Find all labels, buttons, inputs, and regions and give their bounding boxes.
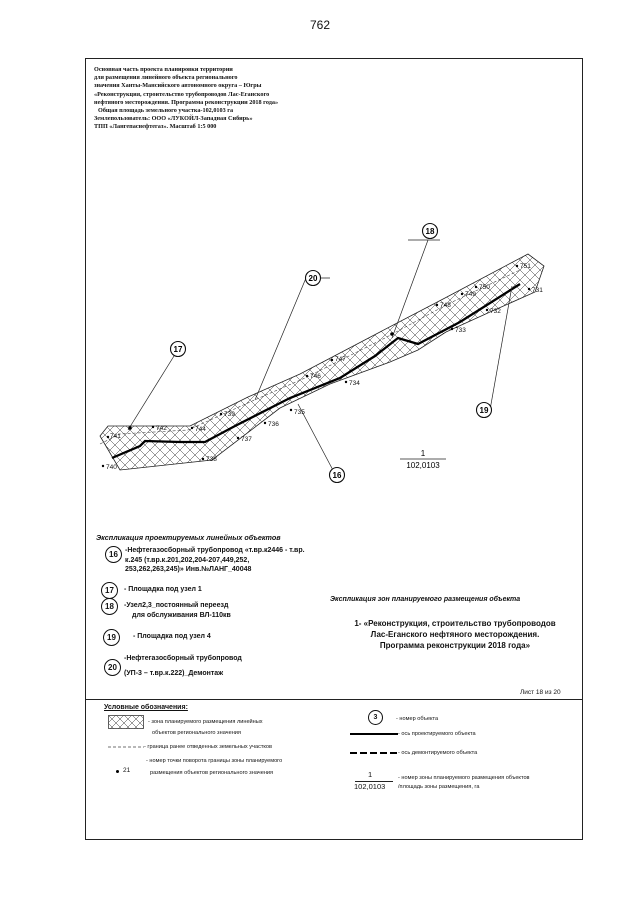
leader-line-17 — [128, 356, 174, 430]
zone-area: 102,0103 — [406, 461, 440, 470]
sheet-number: Лист 18 из 20 — [520, 689, 561, 696]
explication-line: -Нефтегазосборный трубопровод «т.вр.к2446 - т.вр. — [125, 547, 305, 554]
explication-item-19 — [133, 632, 211, 642]
object-marker-19: 19 — [479, 406, 489, 415]
legend-boundary: - граница ранее отведенных земельных участков — [144, 744, 273, 750]
explication-line: к.245 (т.вр.к.201,202,204-207,449,252, — [125, 556, 250, 564]
planned-zone-area — [100, 254, 544, 470]
object-marker-17: 17 — [173, 345, 183, 354]
turn-point-label: 750 — [479, 284, 490, 291]
header-line: нефтяного месторождения. Программа реконструкции 2018 года» — [94, 98, 279, 106]
turn-point-label: 747 — [335, 356, 346, 363]
legend-zone-number-line2: /площадь зоны размещения, га — [398, 784, 480, 790]
turn-point-label: 738 — [206, 456, 217, 463]
explication-item-16 — [125, 546, 305, 575]
explication-number-17: 17 — [101, 582, 118, 599]
turn-point-label: 749 — [465, 291, 476, 298]
legend-zone-number-top: 1 — [368, 770, 373, 779]
legend-turn-line1: - номер точки поворота границы зоны планируемого — [146, 758, 283, 764]
object-marker-18: 18 — [425, 227, 435, 236]
explication-line: -Нефтегазосборный трубопровод — [124, 655, 242, 662]
turn-point-label: 732 — [490, 308, 501, 315]
page-number: 762 — [309, 18, 331, 32]
turn-point-label: 741 — [110, 433, 121, 440]
zone-hatch-symbol — [108, 715, 144, 729]
turn-point-label: 731 — [532, 287, 543, 294]
header-line: Землепользователь: ООО «ЛУКОЙЛ-Западная Сибирь» — [94, 115, 253, 123]
explication-item-18 — [124, 601, 231, 620]
map-drawing — [85, 200, 583, 500]
zone-description-line: Программа реконструкции 2018 года» — [379, 641, 531, 650]
turn-point-label: 739 — [224, 411, 235, 418]
explication-line: (УП-3 – т.вр.к.222)_Демонтаж — [124, 669, 224, 677]
zone-number: 1 — [420, 449, 426, 458]
explication-line: - Площадка под узел 4 — [133, 633, 211, 640]
explication-line: для обслуживания ВЛ-110кв — [132, 611, 231, 619]
explication-line: 253,262,263,245)» Инв.№ЛАНГ_40048 — [125, 566, 252, 574]
turn-point-label: 735 — [294, 409, 305, 416]
demolish-axis-symbol — [350, 750, 398, 756]
turn-point-label: 734 — [349, 380, 360, 387]
legend-divider — [85, 699, 583, 700]
zones-explication-title: Экспликация зон планируемого размещения объекта — [330, 596, 521, 603]
explication-item-17 — [124, 585, 202, 595]
header-line: «Реконструкция, строительство трубопроводов Лас-Еганского — [94, 90, 270, 98]
legend-zone-number-line1: - номер зоны планируемого размещения объектов — [398, 775, 530, 781]
header-line: Основная часть проекта планировки территории — [94, 66, 233, 73]
legend-object-number-symbol: 3 — [368, 710, 383, 725]
explication-number-20: 20 — [104, 659, 121, 676]
zone-description — [335, 618, 575, 651]
zone-description-line: Лас-Еганского нефтяного месторождения. — [370, 630, 540, 639]
object-marker-20: 20 — [308, 274, 318, 283]
turn-point-label: 733 — [455, 327, 466, 334]
header-line: ТПП «Лангепаснефтегаз». Масштаб 1:5 000 — [94, 123, 217, 131]
explication-line: -Узел2,3_постоянный переезд — [124, 602, 229, 609]
turn-point-label: 746 — [310, 373, 321, 380]
legend-zone-line1: - зона планируемого размещения линейных — [148, 719, 263, 725]
turn-point-label: 740 — [106, 464, 117, 471]
legend-turn-example: 21 — [123, 767, 131, 774]
design-axis-symbol — [350, 731, 398, 737]
legend-turn-line2: размещения объектов регионального значения — [150, 770, 274, 776]
turn-point-label: 737 — [241, 436, 252, 443]
legend-object-number: - номер объекта — [396, 716, 439, 722]
explication-number-16: 16 — [105, 546, 122, 563]
boundary-symbol — [108, 744, 144, 750]
zone-description-line: 1- «Реконструкция, строительство трубопроводов — [354, 619, 556, 628]
turn-point-label: 736 — [268, 421, 279, 428]
turn-point-label: 742 — [156, 425, 167, 432]
turn-point-label: 748 — [440, 302, 451, 309]
sheet-header — [94, 66, 374, 132]
turn-point-label: 751 — [520, 263, 531, 270]
legend-zone-line2: объектов регионального значения — [152, 730, 241, 736]
turn-point-label: 744 — [195, 426, 206, 433]
turn-point-dot-symbol — [116, 770, 119, 773]
object-marker-16: 16 — [332, 471, 342, 480]
header-line: Общая площадь земельного участка-102,0103 га — [98, 107, 234, 115]
explication-number-19: 19 — [103, 629, 120, 646]
header-line: для размещения линейного объекта регионального — [94, 74, 238, 82]
legend-design-axis: - ось проектируемого объекта — [398, 731, 476, 737]
explication-line: - Площадка под узел 1 — [124, 586, 202, 593]
legend-zone-number-bottom: 102,0103 — [354, 782, 386, 791]
header-line: значения Ханты-Мансийского автономного округа – Югры — [94, 82, 262, 90]
explication-item-20 — [124, 654, 242, 678]
explication-number-18: 18 — [101, 598, 118, 615]
legend-demolish-axis: - ось демонтируемого объекта — [398, 750, 478, 756]
legend-title: Условные обозначения: — [104, 704, 188, 711]
explication-title: Экспликация проектируемых линейных объектов — [96, 533, 281, 542]
